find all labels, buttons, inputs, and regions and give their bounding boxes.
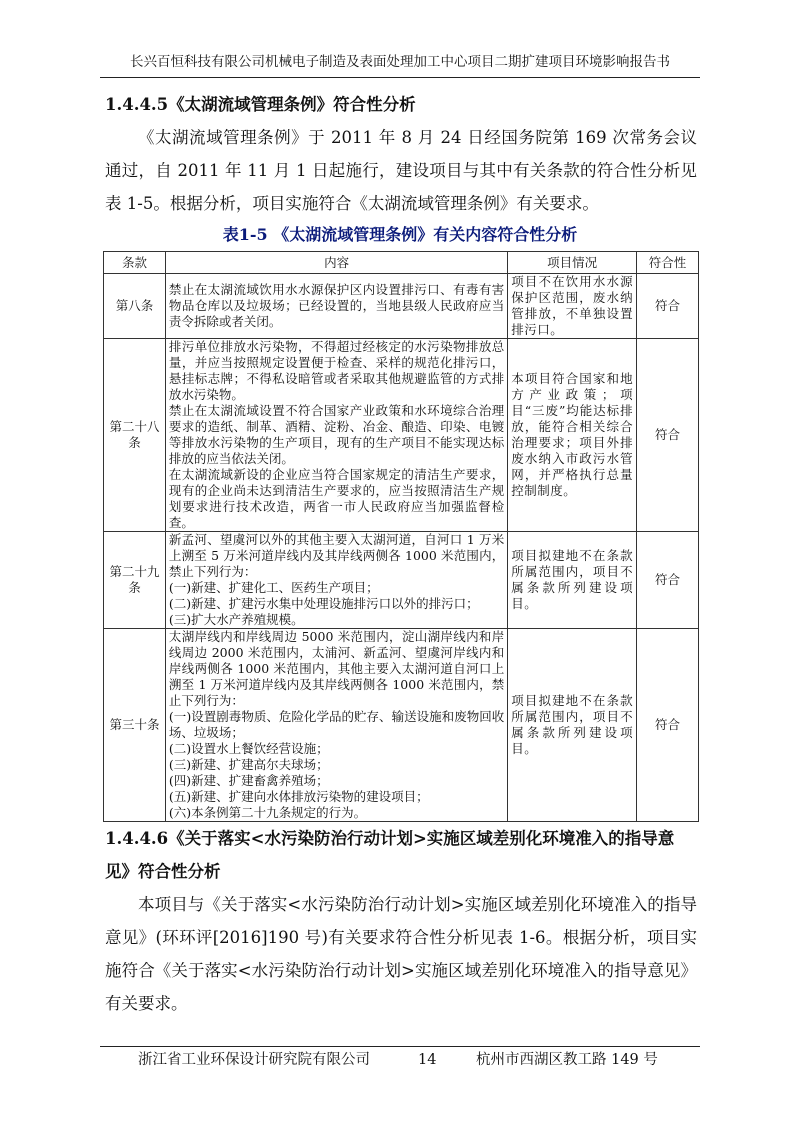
page (100, 52, 700, 1131)
spacer (100, 1020, 700, 1046)
status-cell: 项目拟建地不在条款所属范围内，项目不属条款所列建设项目。 (508, 532, 637, 629)
clause-cell: 第二十八条 (104, 339, 166, 532)
section-paragraph: 《太湖流域管理条例》于 2011 年 8 月 24 日经国务院第 169 次常务会议通过，自 2011 年 11 月 1 日起施行，建设项目与其中有关条款的符合性分析见表 1-5。根据分析，项目实施符合《太湖流域管理条例》有关要求。 (105, 128, 697, 213)
table-row (104, 532, 699, 629)
table-caption: 表1-5 《太湖流域管理条例》有关内容符合性分析 (222, 225, 578, 244)
content-cell: 新孟河、望虞河以外的其他主要入太湖河道，自河口 1 万米上溯至 5 万米河道岸线内及其岸线两侧各 1000 米范围内，禁止下列行为： (一)新建、扩建化工、医药生产项目； (二)新建、扩建污水集中处理设施排污口以外的排污口； (三)扩大水产养殖规模。 (165, 532, 507, 629)
clause-cell: 第三十条 (104, 629, 166, 822)
column-header: 符合性 (637, 252, 699, 274)
table-row (104, 274, 699, 339)
content-cell: 太湖岸线内和岸线周边 5000 米范围内，淀山湖岸线内和岸线周边 2000 米范围内，太浦河、新孟河、望虞河岸线内和岸线两侧各 1000 米范围内，其他主要入太湖河道自河口上溯至 1 万米河道岸线内及其岸线两侧各 1000 米范围内，禁止下列行为： (一)设置剧毒物质、危险化学品的贮存、输送设施和废物回收场、垃圾场； (二)设置水上餐饮经营设施； (三)新建、扩建高尔夫球场； (四)新建、扩建畜禽养殖场； (五)新建、扩建向水体排放污染物的建设项目； (六)本条例第二十九条规定的行为。 (165, 629, 507, 822)
column-header: 项目情况 (508, 252, 637, 274)
clause-cell: 第二十九条 (104, 532, 166, 629)
status-cell: 本项目符合国家和地方产业政策；项目“三废”均能达标排放，能符合相关综合治理要求；项目外排废水纳入市政污水管网，并严格执行总量控制制度。 (508, 339, 637, 532)
table-row (104, 629, 699, 822)
compliance-cell: 符合 (637, 339, 699, 532)
table-row (104, 339, 699, 532)
table-header-row (104, 252, 699, 274)
section-heading: 1.4.4.5《太湖流域管理条例》符合性分析 (105, 95, 416, 114)
section-heading: 1.4.4.6《关于落实<水污染防治行动计划>实施区域差别化环境准入的指导意见》符合性分析 (105, 829, 675, 881)
column-header: 内容 (165, 252, 507, 274)
page-number: 14 (418, 1052, 437, 1068)
content-cell: 禁止在太湖流域饮用水水源保护区内设置排污口、有毒有害物品仓库以及垃圾场；已经设置的，当地县级人民政府应当责令拆除或者关闭。 (165, 274, 507, 339)
clause-cell: 第八条 (104, 274, 166, 339)
status-cell: 项目拟建地不在条款所属范围内，项目不属条款所列建设项目。 (508, 629, 637, 822)
footer-company: 浙江省工业环保设计研究院有限公司 (138, 1052, 370, 1068)
compliance-cell: 符合 (637, 629, 699, 822)
page-header: 长兴百恒科技有限公司机械电子制造及表面处理加工中心项目二期扩建项目环境影响报告书 (100, 52, 700, 78)
page-footer (100, 1046, 700, 1131)
compliance-cell: 符合 (637, 274, 699, 339)
content-cell: 排污单位排放水污染物，不得超过经核定的水污染物排放总量，并应当按照规定设置便于检查、采样的规范化排污口，悬挂标志牌；不得私设暗管或者采取其他规避监管的方式排放水污染物。 禁止在太湖流域设置不符合国家产业政策和水环境综合治理要求的造纸、制革、酒精、淀粉、冶金、酿造、印染、电镀等排放水污染物的生产项目，现有的生产项目不能实现达标排放的应当依法关闭。 在太湖流域新设的企业应当符合国家规定的清洁生产要求，现有的企业尚未达到清洁生产要求的，应当按照清洁生产规划要求进行技术改造，两省一市人民政府应当加强监督检查。 (165, 339, 507, 532)
footer-address: 杭州市西湖区教工路 149 号 (476, 1052, 658, 1068)
status-cell: 项目不在饮用水水源保护区范围，废水纳管排放，不单独设置排污口。 (508, 274, 637, 339)
section-paragraph: 本项目与《关于落实<水污染防治行动计划>实施区域差别化环境准入的指导意见》(环环评[2016]190 号)有关要求符合性分析见表 1-6。根据分析，项目实施符合《关于落实<水污染防治行动计划>实施区域差别化环境准入的指导意见》有关要求。 (105, 895, 697, 1013)
compliance-table (103, 251, 699, 822)
compliance-cell: 符合 (637, 532, 699, 629)
column-header: 条款 (104, 252, 166, 274)
